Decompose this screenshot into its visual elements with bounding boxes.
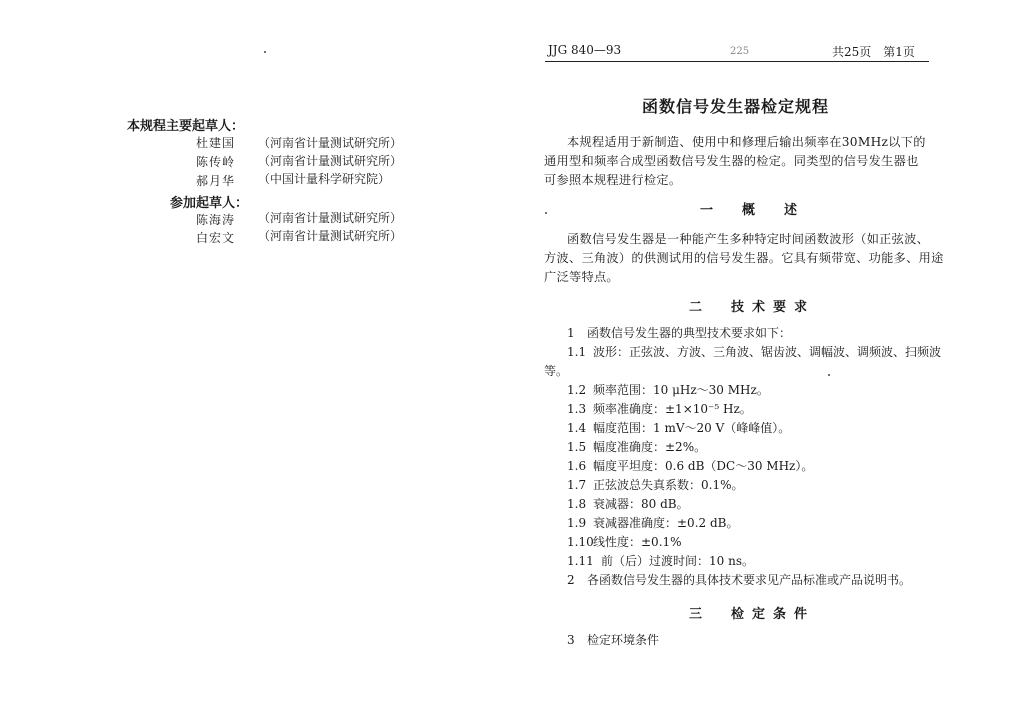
item-text: 线性度：±0.1% [593, 535, 682, 549]
item-text: 正弦波总失真系数：0.1%。 [593, 478, 744, 492]
drafter-org: （河南省计量测试研究所） [258, 154, 403, 168]
page-count: 共25页 第1页 [832, 45, 915, 59]
item-text: 函数信号发生器的典型技术要求如下： [587, 326, 792, 340]
requirement-item [567, 457, 813, 474]
intro-line: 本规程适用于新制造、使用中和修理后输出频率在30MHz以下的 [567, 135, 926, 149]
item-number: 1.6 [567, 459, 587, 473]
item-text: 检定环境条件 [587, 633, 660, 647]
drafter-name: 白宏文 [196, 231, 236, 245]
scan-speck [828, 374, 830, 376]
item-number: 1.5 [567, 440, 587, 454]
requirement-item [567, 495, 689, 512]
requirement-item [567, 476, 744, 493]
item-text: 各函数信号发生器的具体技术要求见产品标准或产品说明书。 [587, 573, 912, 587]
drafter-org: （河南省计量测试研究所） [258, 211, 403, 225]
section-heading-requirements: 二 技术要求 [689, 300, 816, 315]
header-rule [545, 61, 929, 62]
item-text: 波形：正弦波、方波、三角波、锯齿波、调幅波、调频波、扫频波 [593, 345, 942, 359]
item-number: 3 [567, 633, 575, 647]
item-text: 频率范围：10 μHz～30 MHz。 [593, 383, 769, 397]
overview-line: 广泛等特点。 [544, 270, 619, 284]
requirement-item [567, 533, 682, 550]
intro-line: 通用型和频率合成型函数信号发生器的检定。同类型的信号发生器也 [544, 154, 919, 168]
item-text: 幅度范围：1 mV～20 V（峰峰值）。 [593, 421, 791, 435]
drafter-org: （河南省计量测试研究所） [258, 229, 403, 243]
requirement-waveforms-cont: 等。 [544, 364, 569, 378]
item-number: 1.10 [567, 535, 594, 549]
item-text: 衰减器准确度：±0.2 dB。 [593, 516, 739, 530]
scan-speck [545, 212, 547, 214]
main-drafters-heading: 本规程主要起草人： [127, 119, 245, 134]
item-text: 幅度准确度：±2%。 [593, 440, 707, 454]
drafter-name: 郝月华 [196, 174, 236, 188]
participating-drafters-heading: 参加起草人： [170, 196, 249, 211]
condition-item [567, 631, 659, 648]
item-number: 1.4 [567, 421, 587, 435]
drafter-org: （中国计量科学研究院） [258, 172, 391, 186]
requirement-item [567, 514, 738, 531]
item-number: 1 [567, 326, 575, 340]
item-text: 衰减器：80 dB。 [593, 497, 689, 511]
drafter-name: 陈传岭 [196, 155, 236, 169]
requirement-product-spec [567, 571, 911, 588]
item-text: 频率准确度：±1×10⁻⁵ Hz。 [593, 402, 752, 416]
item-number: 1.7 [567, 478, 587, 492]
requirement-item [567, 381, 769, 398]
requirement-waveforms [567, 343, 941, 360]
item-text: 幅度平坦度：0.6 dB（DC～30 MHz）。 [593, 459, 814, 473]
requirement-item [567, 400, 752, 417]
overview-line: 函数信号发生器是一种能产生多种特定时间函数波形（如正弦波、 [567, 232, 930, 246]
item-number: 1.2 [567, 383, 587, 397]
item-number: 1.1 [567, 345, 587, 359]
drafter-org: （河南省计量测试研究所） [258, 136, 403, 150]
item-number: 1.8 [567, 497, 587, 511]
drafter-name: 陈海涛 [196, 213, 236, 227]
document-title: 函数信号发生器检定规程 [642, 97, 830, 116]
requirement-item [567, 438, 706, 455]
item-number: 2 [567, 573, 575, 587]
drafter-name: 杜建国 [196, 136, 236, 150]
item-number: 1.3 [567, 402, 587, 416]
standard-code: JJG 840—93 [548, 43, 622, 57]
scan-speck [264, 51, 266, 53]
intro-line: 可参照本规程进行检定。 [544, 173, 682, 187]
requirement-intro [567, 324, 791, 341]
section-heading-overview: 一 概 述 [700, 203, 806, 218]
section-heading-conditions: 三 检定条件 [689, 607, 816, 622]
item-number: 1.9 [567, 516, 587, 530]
requirement-item [567, 552, 754, 569]
overview-line: 方波、三角波）的供测试用的信号发生器。它具有频带宽、功能多、用途 [544, 251, 944, 265]
requirement-item [567, 419, 790, 436]
item-number: 1.11 [567, 554, 594, 568]
page-mark: 225 [730, 46, 750, 57]
item-text: 前（后）过渡时间：10 ns。 [601, 554, 754, 568]
